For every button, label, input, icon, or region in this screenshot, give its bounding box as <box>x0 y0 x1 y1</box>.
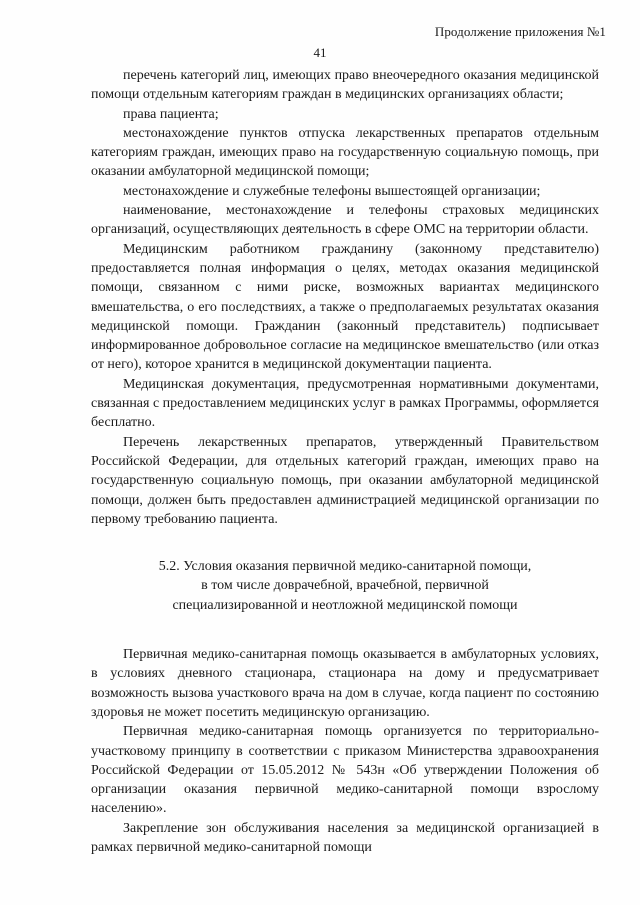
paragraph-medical-documentation: Медицинская документация, предусмотренная нормативными документами, связанная с предоставлением медицинских услуг в рамках Программы, оформляется бесплатно. <box>91 376 599 431</box>
page-number: 41 <box>313 45 327 60</box>
paragraph-patient-rights: права пациента; <box>123 106 219 122</box>
paragraph-superior-organization: местонахождение и служебные телефоны вышестоящей организации; <box>123 183 541 199</box>
paragraph-priority-categories: перечень категорий лиц, имеющих право внеочередного оказания медицинской помощи отдельным категориям граждан в медицинских организациях области; <box>91 68 599 103</box>
paragraph-territorial-principle: Первичная медико-санитарная помощь организуется по территориально-участковому принципу в соответствии с приказом Министерства здравоохранения Российской Федерации от 15.05.2012 № 543н «Об утверждении Положения об организации оказания первичной медико-санитарной помощи взрослому населению». <box>91 724 599 817</box>
section-heading-line: специализированной и неотложной медицинской помощи <box>172 597 518 613</box>
document-body <box>91 66 599 857</box>
section-heading-line: 5.2. Условия оказания первичной медико-санитарной помощи, <box>158 559 532 575</box>
paragraph-informed-consent: Медицинским работником гражданину (законному представителю) предоставляется полная информация о целях, методах оказания медицинской помощи, связанном с ними риске, возможных вариантах медицинского вмешательства, о его последствиях, а также о предполагаемых результатах оказания медицинской помощи. Гражданин (законный представитель) подписывает информированное добровольное согласие на медицинское вмешательство (или отказ от него), которое хранится в медицинской документации пациента. <box>91 241 599 373</box>
section-heading-line: в том числе доврачебной, врачебной, первичной <box>201 578 489 594</box>
appendix-continuation-note: Продолжение приложения №1 <box>434 24 606 39</box>
section-heading-5-2 <box>91 557 599 615</box>
paragraph-drug-list: Перечень лекарственных препаратов, утвержденный Правительством Российской Федерации, для отдельных категорий граждан, имеющих право на государственную социальную помощь, при оказании амбулаторной медицинской помощи, должен быть предоставлен администрацией медицинской организации по первому требованию пациента. <box>91 434 599 527</box>
paragraph-pharmacy-locations: местонахождение пунктов отпуска лекарственных препаратов отдельным категориям граждан, имеющих право на государственную социальную помощь, при оказании амбулаторной медицинской помощи; <box>91 125 599 180</box>
paragraph-service-zones: Закрепление зон обслуживания населения за медицинской организацией в рамках первичной медико-санитарной помощи <box>91 820 599 855</box>
paragraph-insurance-organizations: наименование, местонахождение и телефоны страховых медицинских организаций, осуществляющих деятельность в сфере ОМС на территории области. <box>91 203 599 238</box>
paragraph-primary-care-conditions: Первичная медико-санитарная помощь оказывается в амбулаторных условиях, в условиях дневного стационара, стационара на дому и предусматривает возможность вызова участкового врача на дом в случае, когда пациент по состоянию здоровья не может посетить медицинскую организацию. <box>91 647 599 720</box>
